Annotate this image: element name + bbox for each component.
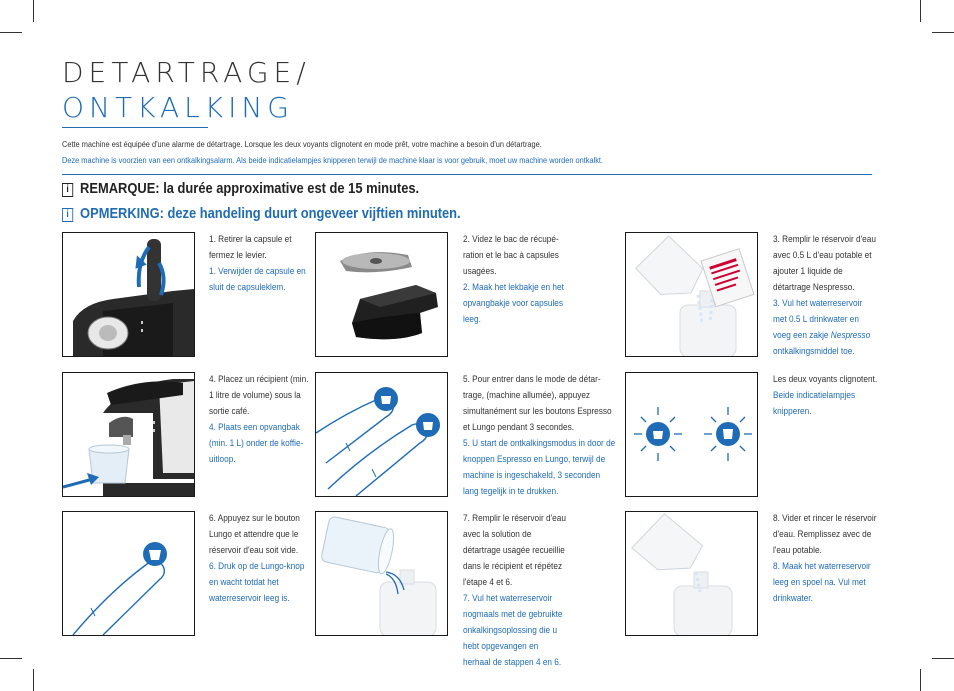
step-lights-text: Les deux voyants clignotent. Beide indicatielampjes knipperen. <box>773 374 878 417</box>
step-3-illustration <box>625 232 758 357</box>
step-2-text: 2. Videz le bac de récupé-ration et le bac à capsules usagées. 2. Maak het lekbakje en het opvangbakje voor capsules leeg. <box>463 234 564 325</box>
step-4-illustration <box>62 372 195 497</box>
step-1-illustration <box>62 232 195 357</box>
step-7-text: 7. Remplir le réservoir d'eau avec la solution de détartrage usagée recueillie dans le récipient et répétez l'étape 4 et 6. 7. Vul het waterreservoir nogmaals met de gebruikte onkalkingsoplossing die u hebt opgevangen en herhaal de stappen 4 en 6. <box>463 513 566 668</box>
step-3-text: 3. Remplir le réservoir d'eau avec 0.5 L d'eau potable et ajouter 1 liquide de détartrage Nespresso. 3. Vul het waterreservoir met 0.5 L drinkwater en voeg een zakje Nespresso ontkalkingsmiddel toe. <box>773 234 876 357</box>
step-4-text: 4. Placez un récipient (min. 1 litre de volume) sous la sortie café. 4. Plaats een opvangbak (min. 1 L) onder de koffie-uitloop. <box>209 374 309 465</box>
note-fr: i REMARQUE: la durée approximative est de 15 minutes. <box>62 180 419 197</box>
step-5-text: 5. Pour entrer dans le mode de détar-trage, (machine allumée), appuyez simultanément sur les boutons Espresso et Lungo pendant 3 secondes. 5. U start de ontkalkingsmodus in door de knoppen Espresso en Lungo, terwijl de machine is ingeschakeld, 3 seconden lang tegelijk in te drukken. <box>463 374 616 497</box>
page-title-nl: ONTKALKING <box>62 91 294 124</box>
step-8-illustration <box>625 511 758 636</box>
step-2-illustration <box>315 232 448 357</box>
step-6-illustration <box>62 511 195 636</box>
step-8-text: 8. Vider et rincer le réservoir d'eau. Remplissez avec de l'eau potable. 8. Maak het waterreservoir leeg en spoel na. Vul met drinkwater. <box>773 513 877 604</box>
intro-divider <box>62 174 872 175</box>
note-nl: i OPMERKING: deze handeling duurt ongeveer vijftien minuten. <box>62 205 461 222</box>
info-icon: i <box>62 208 73 222</box>
step-6-text: 6. Appuyez sur le bouton Lungo et attendre que le réservoir d'eau soit vide. 6. Druk op de Lungo-knop en wacht totdat het waterreservoir leeg is. <box>209 513 305 604</box>
info-icon: i <box>62 183 73 197</box>
step-lights-illustration <box>625 372 758 497</box>
page-title: DETARTRAGE/ <box>62 56 311 89</box>
step-7-illustration <box>315 511 448 636</box>
intro-fr: Cette machine est équipée d'une alarme de détartrage. Lorsque les deux voyants clignotent en mode prêt, votre machine a besoin d'un détartrage. <box>62 139 542 149</box>
title-divider <box>62 127 208 128</box>
step-1-text: 1. Retirer la capsule et fermez le levier. 1. Verwijder de capsule en sluit de capsuleklem. <box>209 234 306 293</box>
step-5-illustration <box>315 372 448 497</box>
intro-nl: Deze machine is voorzien van een ontkalkingsalarm. Als beide indicatielampjes knipperen terwijl de machine klaar is voor gebruik, moet uw machine worden ontkalkt. <box>62 155 604 165</box>
